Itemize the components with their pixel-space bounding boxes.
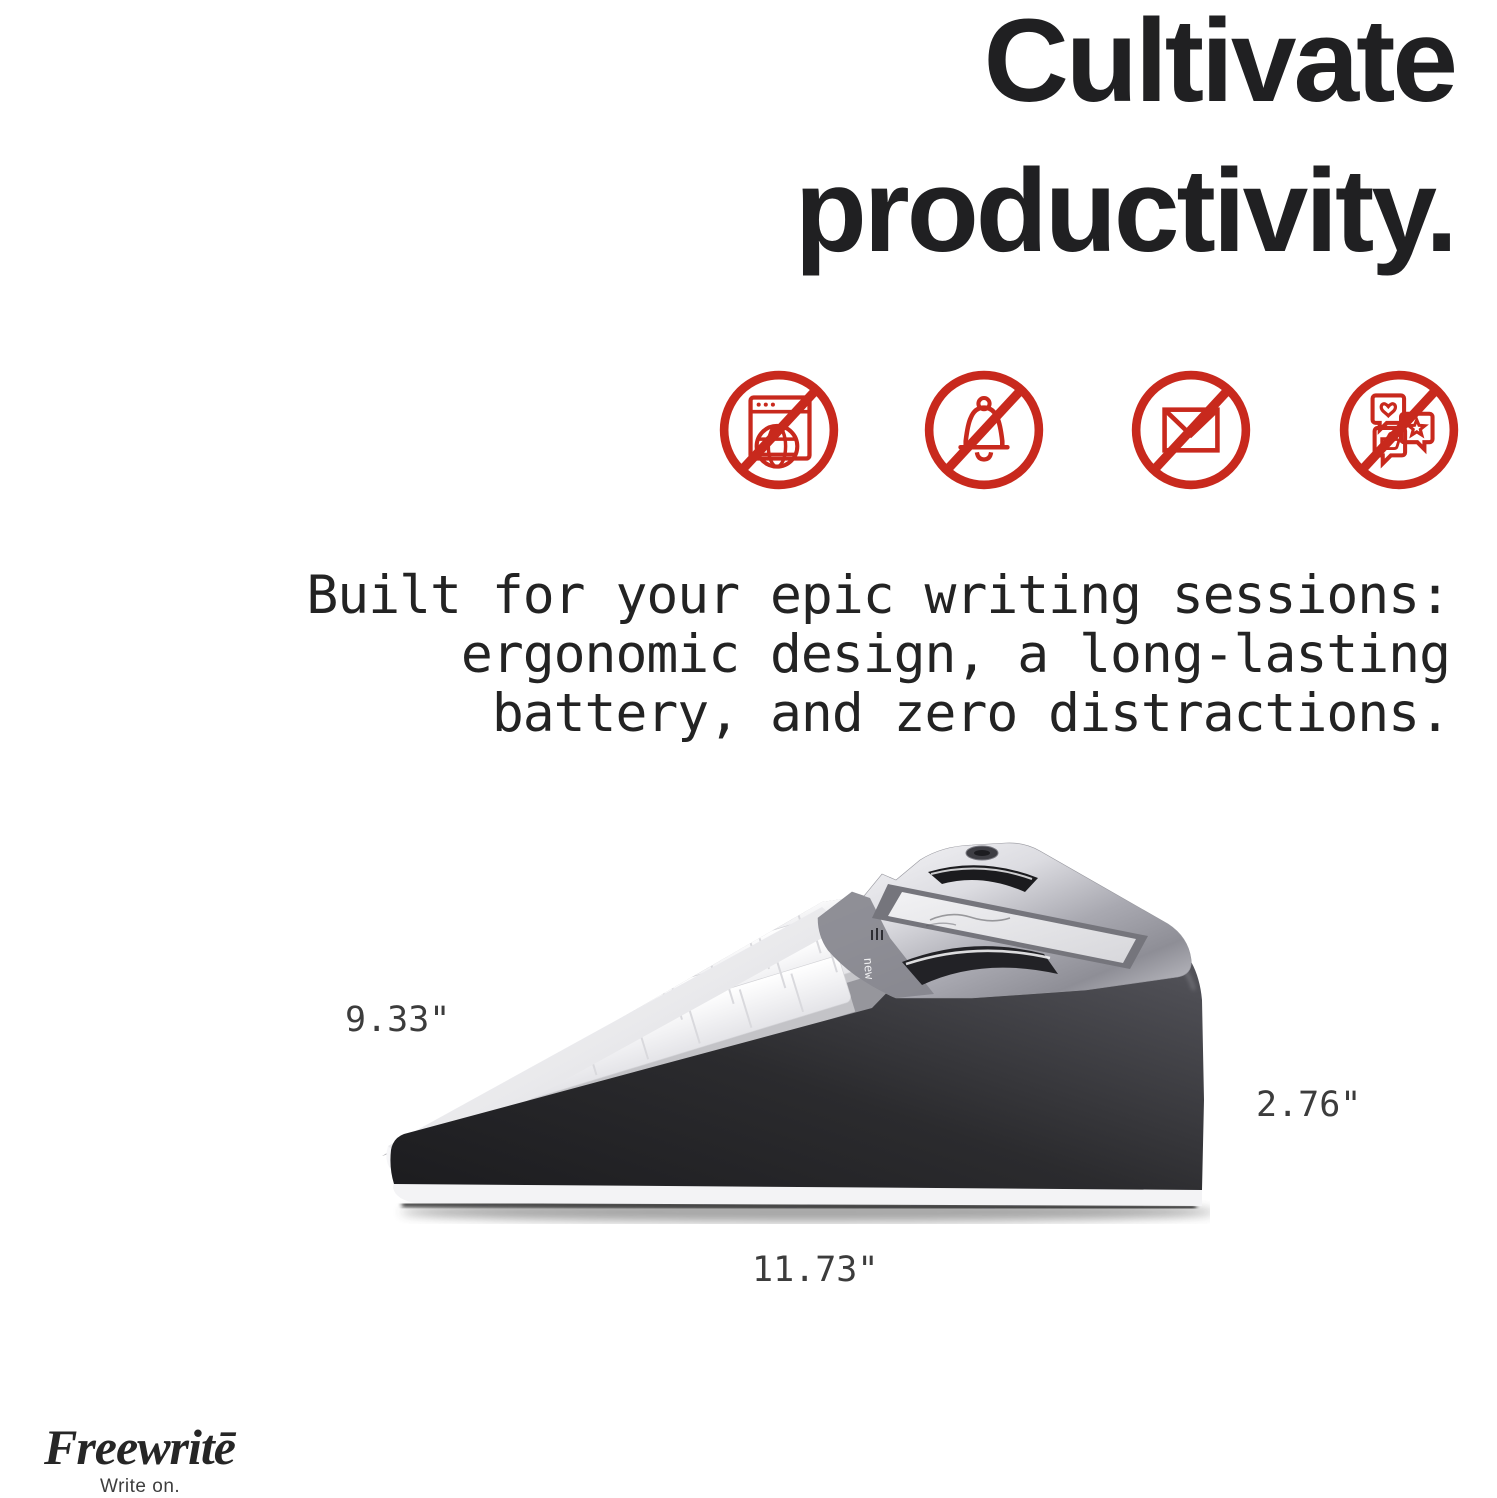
page-title [795, 0, 1455, 286]
body-line: Built for your epic writing sessions: [306, 565, 1450, 626]
body-line: battery, and zero distractions. [491, 683, 1450, 744]
body-copy [306, 566, 1450, 743]
headline-line-2: productivity. [794, 145, 1455, 277]
freewrite-logo: Freewritē [44, 1419, 235, 1475]
dimension-depth-label: 9.33" [345, 1000, 451, 1040]
no-notifications-icon [921, 367, 1047, 493]
no-social-media-icon [1336, 367, 1462, 493]
product-photo [330, 838, 1210, 1228]
freewrite-device-illustration [330, 838, 1210, 1228]
dimension-height-label: 2.76" [1256, 1085, 1362, 1125]
brand-tagline: Write on. [100, 1476, 181, 1497]
device-side-text: new [861, 957, 877, 980]
body-line: ergonomic design, a long-lasting [460, 624, 1450, 685]
dimension-width-label: 11.73" [752, 1250, 879, 1290]
headline-line-1: Cultivate [983, 0, 1455, 127]
no-web-browsing-icon [716, 367, 842, 493]
chrome-housing [818, 843, 1191, 998]
no-email-icon [1128, 367, 1254, 493]
